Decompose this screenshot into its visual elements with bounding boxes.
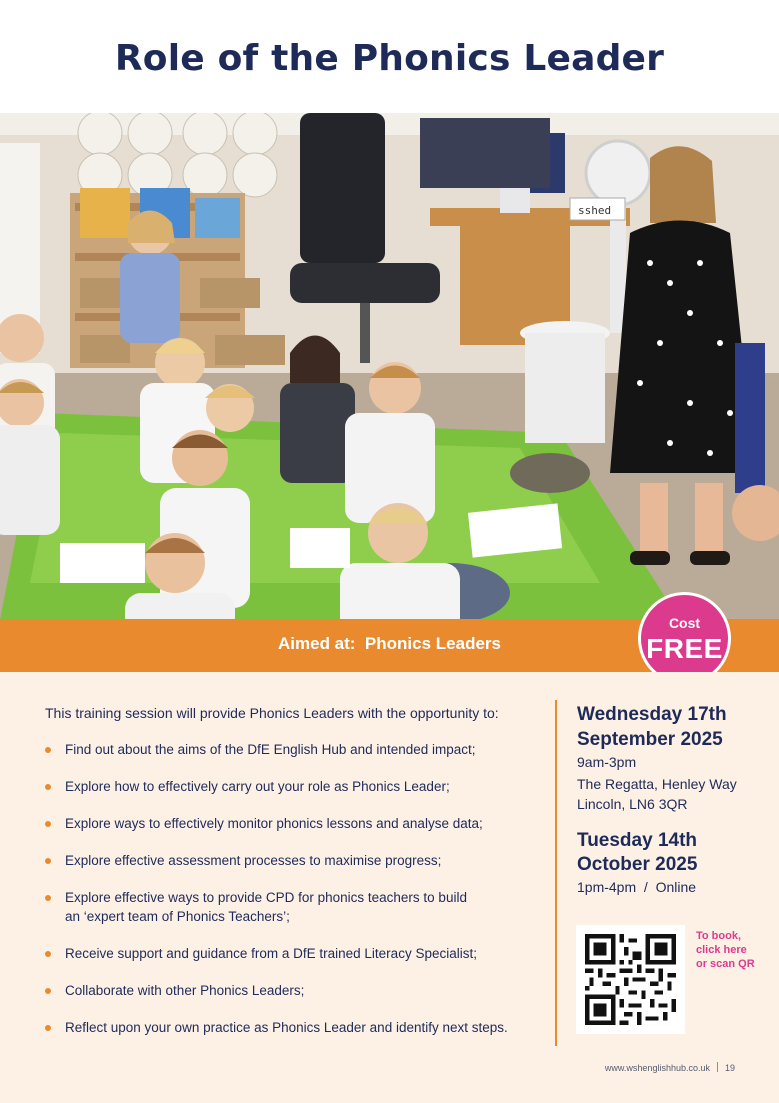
aimed-label: Aimed at: xyxy=(278,634,356,653)
bullet-dot-icon xyxy=(45,747,51,753)
list-item: Explore how to effectively carry out your role as Phonics Leader; xyxy=(45,777,545,796)
list-item: Collaborate with other Phonics Leaders; xyxy=(45,981,545,1000)
footer-separator xyxy=(717,1062,718,1072)
list-item: Find out about the aims of the DfE English Hub and intended impact; xyxy=(45,740,545,759)
event-1-time: 9am-3pm xyxy=(577,754,637,770)
page-footer xyxy=(605,1062,735,1073)
page-title: Role of the Phonics Leader xyxy=(114,38,665,79)
event-2-date-line2: October 2025 xyxy=(577,854,698,875)
list-item: Receive support and guidance from a DfE trained Literacy Specialist; xyxy=(45,944,545,963)
bullet-dot-icon xyxy=(45,988,51,994)
booking-line3: or scan QR xyxy=(696,958,755,970)
booking-link[interactable] xyxy=(696,929,766,971)
column-divider xyxy=(555,700,557,1046)
classroom-illustration xyxy=(0,113,779,620)
qr-code-icon[interactable] xyxy=(576,925,685,1034)
list-item: Explore ways to effectively monitor phonics lessons and analyse data; xyxy=(45,814,545,833)
event-1-venue-line2: Lincoln, LN6 3QR xyxy=(577,796,688,812)
event-1-date-line2: September 2025 xyxy=(577,729,723,750)
list-item: Explore effective ways to provide CPD for phonics teachers to build an ‘expert team of Phonics Teachers’; xyxy=(45,888,485,926)
list-item: Reflect upon your own practice as Phonics Leader and identify next steps. xyxy=(45,1018,545,1037)
booking-line2: click here xyxy=(696,944,747,956)
bullet-dot-icon xyxy=(45,1025,51,1031)
event-2-time-location: 1pm-4pm / Online xyxy=(577,879,697,895)
bullet-dot-icon xyxy=(45,951,51,957)
page-number: 19 xyxy=(724,1063,735,1073)
event-1-venue-line1: The Regatta, Henley Way xyxy=(577,776,737,792)
classroom-photo xyxy=(0,113,779,620)
bullet-dot-icon xyxy=(45,784,51,790)
card-word: sshed xyxy=(578,204,612,217)
cost-value: FREE xyxy=(646,633,723,664)
aimed-value: Phonics Leaders xyxy=(364,634,501,653)
objectives-list xyxy=(45,740,545,1037)
bullet-dot-icon xyxy=(45,858,51,864)
event-2-date-line1: Tuesday 14th xyxy=(577,830,698,851)
booking-line1: To book, xyxy=(696,930,742,942)
intro-text: This training session will provide Phonics Leaders with the opportunity to: xyxy=(45,705,499,721)
bullet-dot-icon xyxy=(45,895,51,901)
footer-website[interactable]: www.wshenglishhub.co.uk xyxy=(604,1063,710,1073)
cost-label: Cost xyxy=(668,615,701,631)
qr-pattern xyxy=(585,934,676,1025)
event-1-date-line1: Wednesday 17th xyxy=(577,704,727,725)
bullet-dot-icon xyxy=(45,821,51,827)
list-item: Explore effective assessment processes to maximise progress; xyxy=(45,851,545,870)
